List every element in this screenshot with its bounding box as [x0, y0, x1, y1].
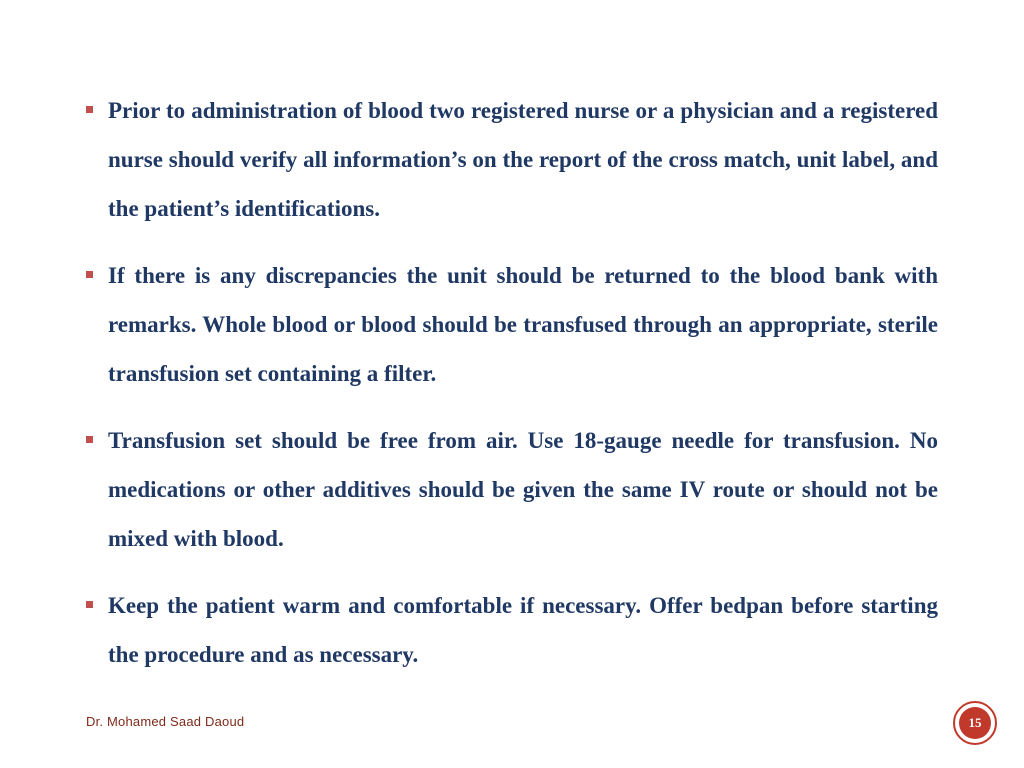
square-bullet-icon — [86, 601, 93, 608]
bullet-text: Keep the patient warm and comfortable if necessary. Offer bedpan before starting the procedure and as necessary. — [108, 593, 938, 667]
bullet-text: If there is any discrepancies the unit should be returned to the blood bank with remarks. Whole blood or blood should be transfused through an appropriate, sterile transfusion set containing a filter. — [108, 263, 938, 386]
square-bullet-icon — [86, 271, 93, 278]
bullet-list — [86, 86, 938, 697]
bullet-item — [86, 416, 938, 563]
footer-author: Dr. Mohamed Saad Daoud — [86, 714, 245, 729]
bullet-item — [86, 251, 938, 398]
square-bullet-icon — [86, 106, 93, 113]
page-number-badge — [953, 701, 997, 745]
bullet-item — [86, 86, 938, 233]
page-number: 15 — [959, 707, 991, 739]
bullet-text: Prior to administration of blood two registered nurse or a physician and a registered nurse should verify all information’s on the report of the cross match, unit label, and the patient’s identifications. — [108, 98, 938, 221]
bullet-item — [86, 581, 938, 679]
bullet-text: Transfusion set should be free from air. Use 18-gauge needle for transfusion. No medications or other additives should be given the same IV route or should not be mixed with blood. — [108, 428, 938, 551]
square-bullet-icon — [86, 436, 93, 443]
